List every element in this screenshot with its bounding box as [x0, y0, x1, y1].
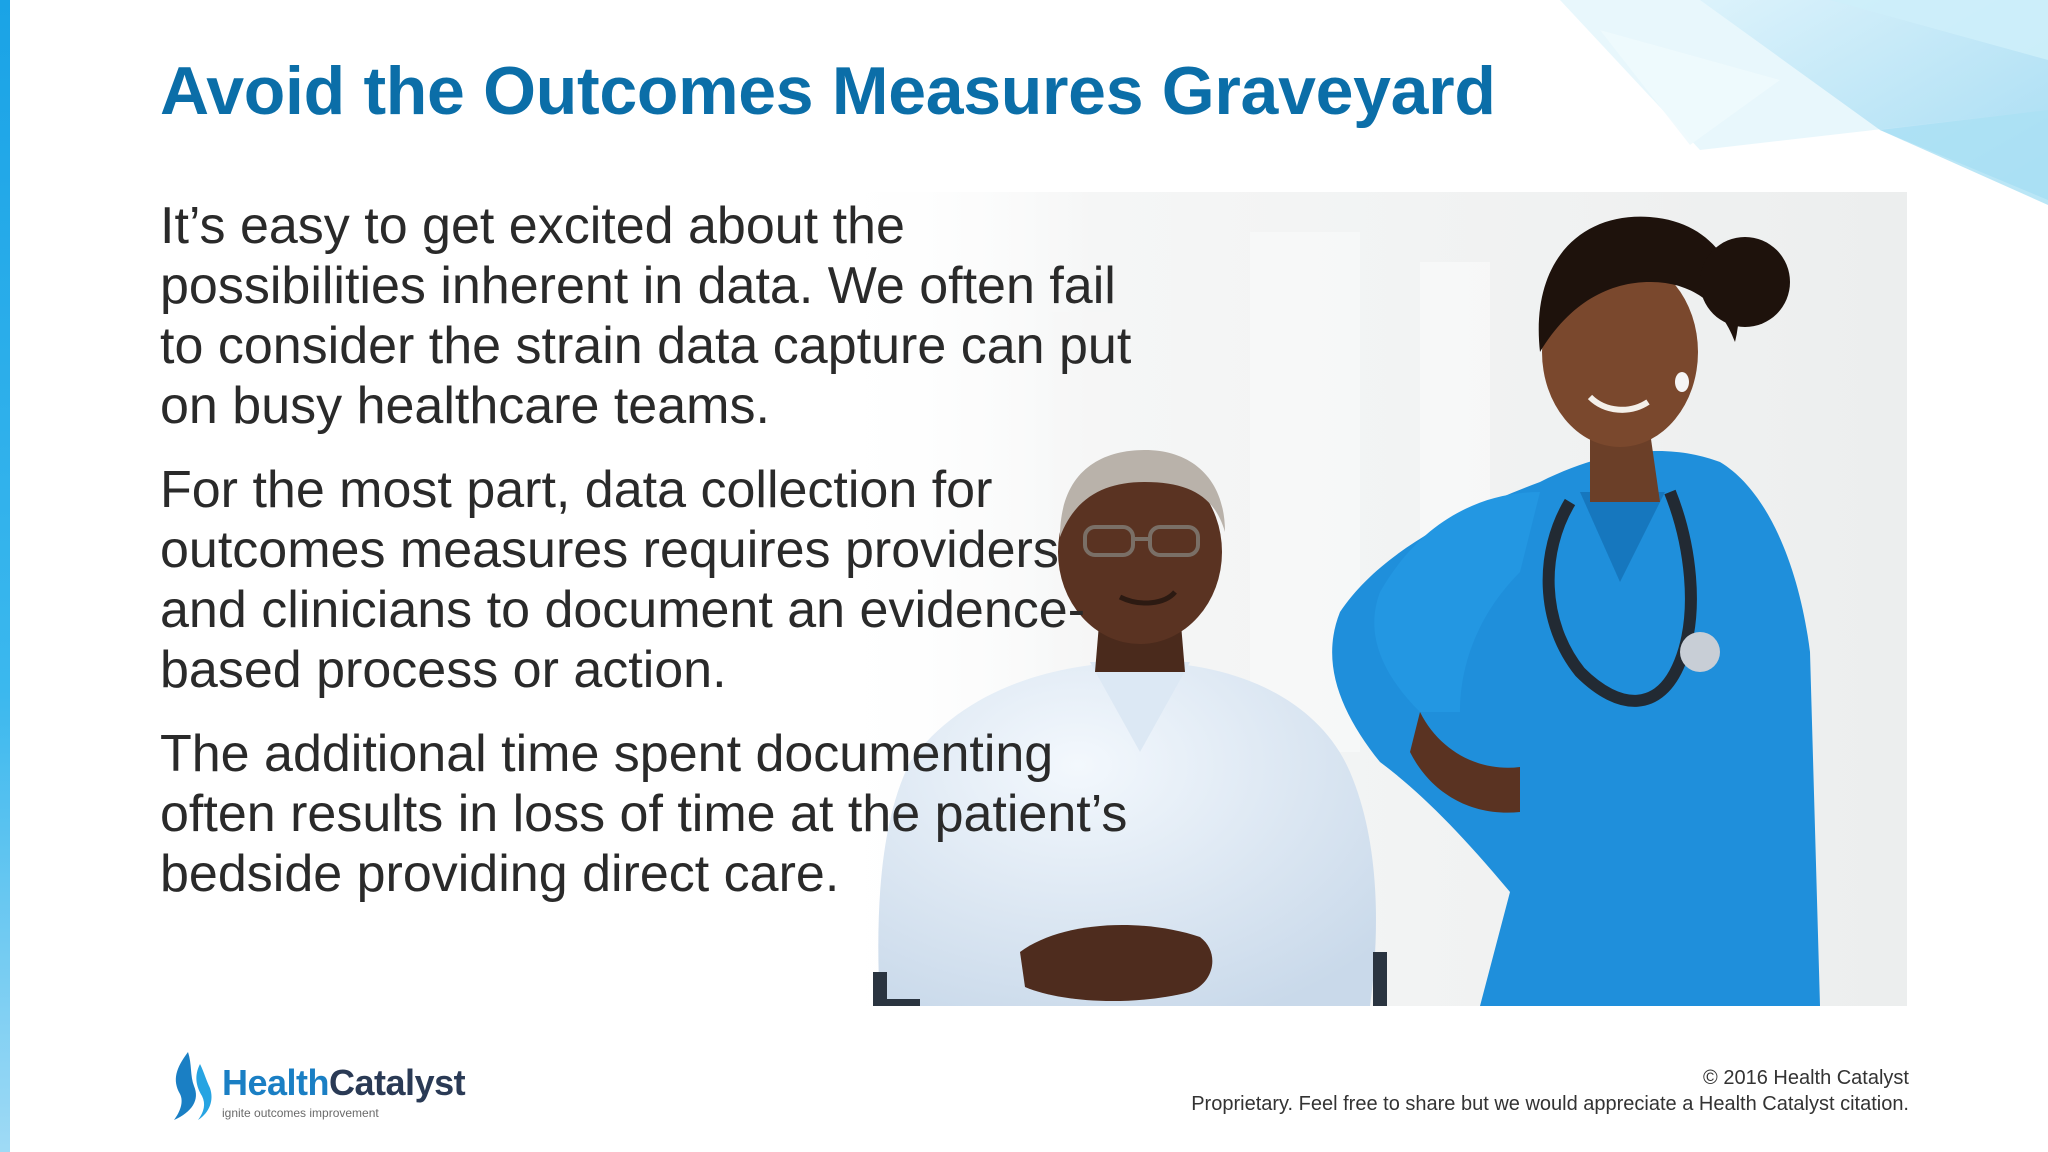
- logo-name-part2: Catalyst: [329, 1062, 466, 1103]
- logo-name-part1: Health: [222, 1062, 330, 1103]
- slide-title: Avoid the Outcomes Measures Graveyard: [160, 53, 1496, 129]
- flame-icon: [166, 1050, 214, 1122]
- paragraph-2: For the most part, data collection for outcomes measures requires providers and clinicians to document an evidence-based process or action.: [160, 461, 1086, 699]
- logo-tagline: ignite outcomes improvement: [222, 1106, 379, 1120]
- citation-notice: Proprietary. Feel free to share but we would appreciate a Health Catalyst citation.: [1191, 1093, 1909, 1115]
- body-text: [160, 196, 1140, 928]
- copyright-text: © 2016 Health Catalyst: [1703, 1067, 1909, 1089]
- paragraph-3: The additional time spent documenting often results in loss of time at the patient’s bedside providing direct care.: [160, 725, 1128, 903]
- footer: [1191, 1065, 1909, 1117]
- logo-name: [222, 1062, 465, 1104]
- paragraph-1: It’s easy to get excited about the possibilities inherent in data. We often fail to consider the strain data capture can put on busy healthcare teams.: [160, 197, 1132, 435]
